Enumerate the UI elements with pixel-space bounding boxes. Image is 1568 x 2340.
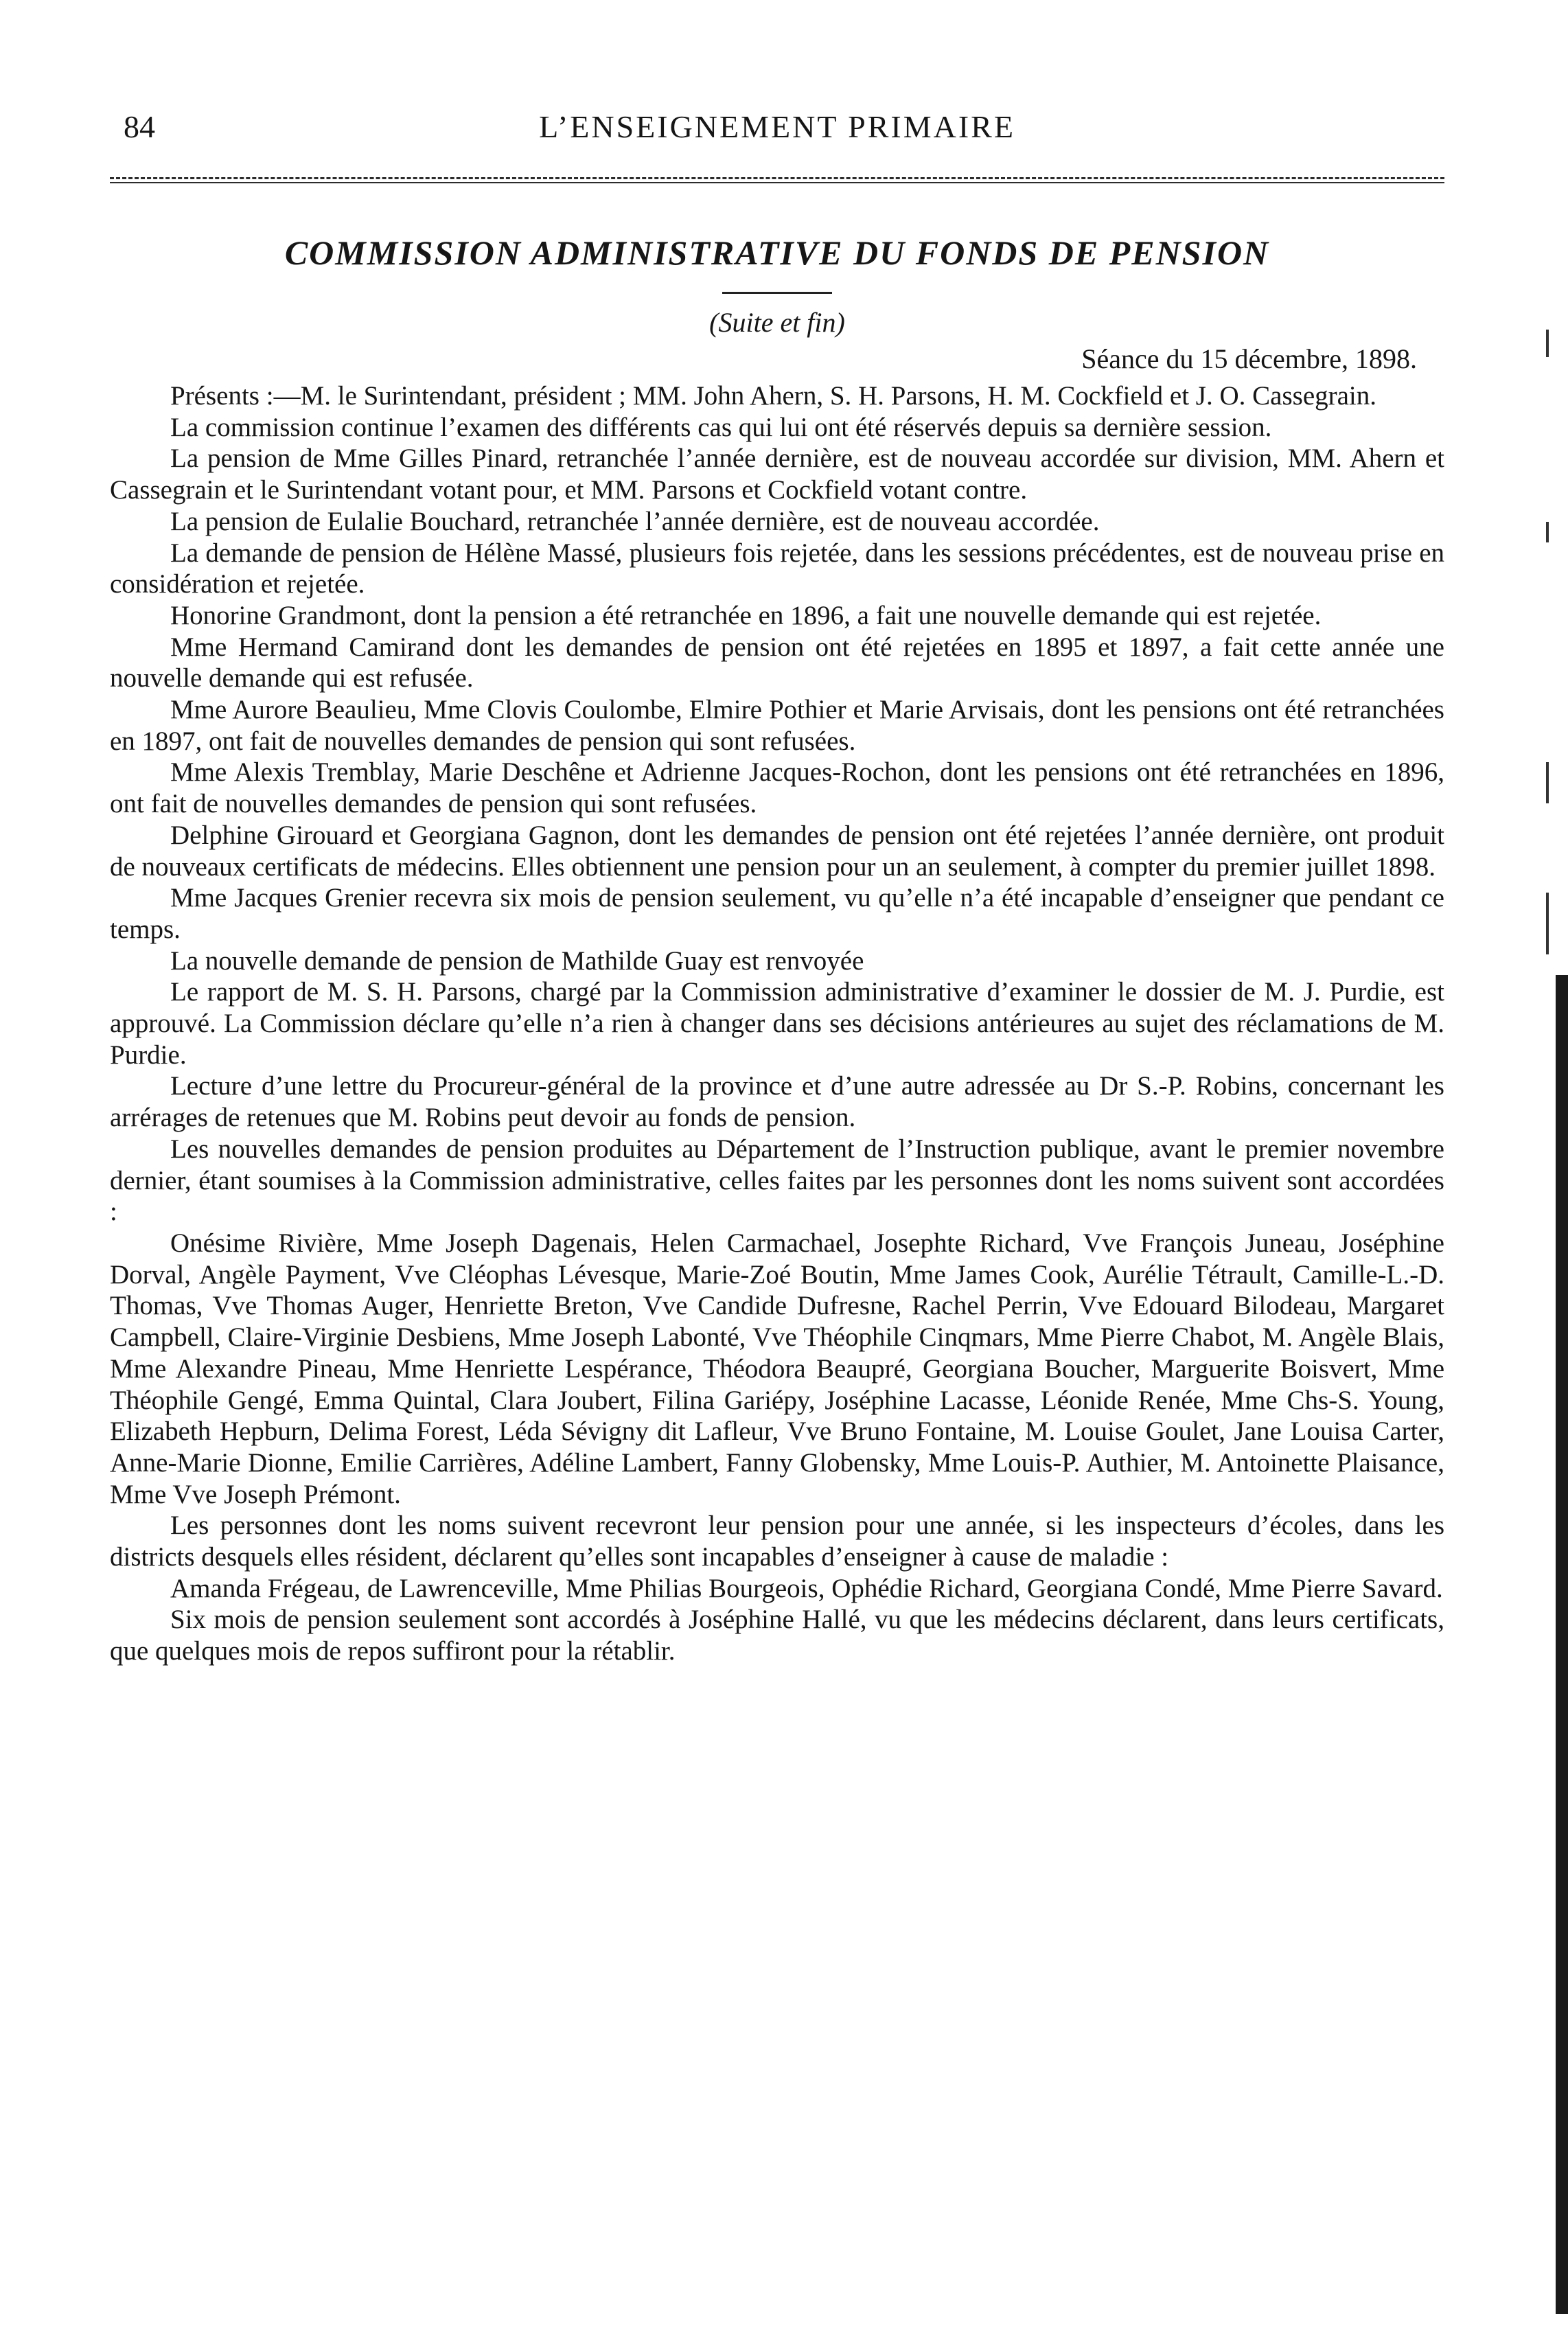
paragraph: Honorine Grandmont, dont la pension a été retranchée en 1896, a fait une nouvelle demande qui est rejetée. <box>170 600 1322 630</box>
paragraph: Amanda Frégeau, de Lawrenceville, Mme Philias Bourgeois, Ophédie Richard, Georgiana Condé, Mme Pierre Savard. <box>170 1573 1443 1603</box>
section-subtitle: (Suite et fin) <box>709 307 845 338</box>
paragraph: La nouvelle demande de pension de Mathilde Guay est renvoyée <box>170 945 864 976</box>
title-rule <box>722 292 832 294</box>
paragraph: Mme Jacques Grenier recevra six mois de pension seulement, vu qu’elle n’a été incapable d’enseigner que pendant ce temps. <box>110 883 1444 944</box>
paragraph: La pension de Mme Gilles Pinard, retranchée l’année dernière, est de nouveau accordée sur division, MM. Ahern et Cassegrain et le Surintendant votant pour, et MM. Parsons et Cockfield votant contre. <box>110 444 1444 505</box>
page <box>110 103 1444 1667</box>
scan-edge-speck <box>1546 522 1549 542</box>
page-number: 84 <box>124 109 155 144</box>
scan-edge-speck <box>1546 893 1549 954</box>
paragraph: Six mois de pension seulement sont accordés à Joséphine Hallé, vu que les médecins déclarent, dans leurs certificats, que quelques mois de repos suffiront pour la rétablir. <box>110 1605 1444 1666</box>
paragraph: Delphine Girouard et Georgiana Gagnon, dont les demandes de pension ont été rejetées l’année dernière, ont produit de nouveaux certificats de médecins. Elles obtiennent une pension pour un an seulement, à compter du premier juillet 1898. <box>110 820 1444 882</box>
header-rule <box>110 177 1444 183</box>
scan-edge-shadow <box>1556 975 1568 2314</box>
scan-edge-speck <box>1546 762 1549 803</box>
paragraph: Les nouvelles demandes de pension produites au Département de l’Instruction publique, avant le premier novembre dernier, étant soumises à la Commission administrative, celles faites par les personnes dont les noms suivent sont accordées : <box>110 1134 1444 1227</box>
paragraph: Présents :—M. le Surintendant, président ; MM. John Ahern, S. H. Parsons, H. M. Cockfield et J. O. Cassegrain. <box>170 381 1377 411</box>
paragraph: Mme Alexis Tremblay, Marie Deschêne et Adrienne Jacques-Rochon, dont les pensions ont été retranchées en 1896, ont fait de nouvelles demandes de pension qui sont refusées. <box>110 757 1444 819</box>
section-title: COMMISSION ADMINISTRATIVE DU FONDS DE PENSION <box>284 233 1270 272</box>
paragraph: La demande de pension de Hélène Massé, plusieurs fois rejetée, dans les sessions précédentes, est de nouveau prise en considération et rejetée. <box>110 538 1444 599</box>
running-title: L’ENSEIGNEMENT PRIMAIRE <box>539 109 1015 144</box>
running-head <box>110 103 1444 158</box>
paragraph: La commission continue l’examen des différents cas qui lui ont été réservés depuis sa dernière session. <box>170 412 1272 442</box>
scan-edge-speck <box>1546 330 1549 357</box>
paragraph: Mme Hermand Camirand dont les demandes de pension ont été rejetées en 1895 et 1897, a fait cette année une nouvelle demande qui est refusée. <box>110 632 1444 693</box>
paragraph: Le rapport de M. S. H. Parsons, chargé par la Commission administrative d’examiner le dossier de M. J. Purdie, est approuvé. La Commission déclare qu’elle n’a rien à changer dans ses décisions antérieures au sujet des réclamations de M. Purdie. <box>110 977 1444 1070</box>
paragraph: La pension de Eulalie Bouchard, retranchée l’année dernière, est de nouveau accordée. <box>170 506 1100 536</box>
paragraph: Onésime Rivière, Mme Joseph Dagenais, Helen Carmachael, Josephte Richard, Vve François Juneau, Joséphine Dorval, Angèle Payment, Vve Cléophas Lévesque, Marie-Zoé Boutin, Mme James Cook, Aurélie Tétrault, Camille-L.-D. Thomas, Vve Thomas Auger, Henriette Breton, Vve Candide Dufresne, Rachel Perrin, Vve Edouard Bilodeau, Margaret Campbell, Claire-Virginie Desbiens, Mme Joseph Labonté, Vve Théophile Cinqmars, Mme Pierre Chabot, M. Angèle Blais, Mme Alexandre Pineau, Mme Henriette Lespérance, Théodora Beaupré, Georgiana Boucher, Marguerite Boisvert, Mme Théophile Gengé, Emma Quintal, Clara Joubert, Filina Gariépy, Joséphine Lacasse, Léonide Renée, Mme Chs-S. Young, Elizabeth Hepburn, Delima Forest, Léda Sévigny dit Lafleur, Vve Bruno Fontaine, M. Louise Goulet, Jane Louisa Carter, Anne-Marie Dionne, Emilie Carrières, Adéline Lambert, Fanny Globensky, Mme Louis-P. Authier, M. Antoinette Plaisance, Mme Vve Joseph Prémont. <box>110 1228 1444 1509</box>
paragraph: Lecture d’une lettre du Procureur-général de la province et d’une autre adressée au Dr S.-P. Robins, concernant les arrérages de retenues que M. Robins peut devoir au fonds de pension. <box>110 1071 1444 1133</box>
paragraph: Mme Aurore Beaulieu, Mme Clovis Coulombe, Elmire Pothier et Marie Arvisais, dont les pensions ont été retranchées en 1897, ont fait de nouvelles demandes de pension qui sont refusées. <box>110 695 1444 756</box>
paragraph: Les personnes dont les noms suivent recevront leur pension pour une année, si les inspecteurs d’écoles, dans les districts desquels elles résident, déclarent qu’elles sont incapables d’enseigner à cause de maladie : <box>110 1511 1444 1572</box>
body-text <box>110 380 1444 1667</box>
session-date: Séance du 15 décembre, 1898. <box>1081 343 1417 374</box>
